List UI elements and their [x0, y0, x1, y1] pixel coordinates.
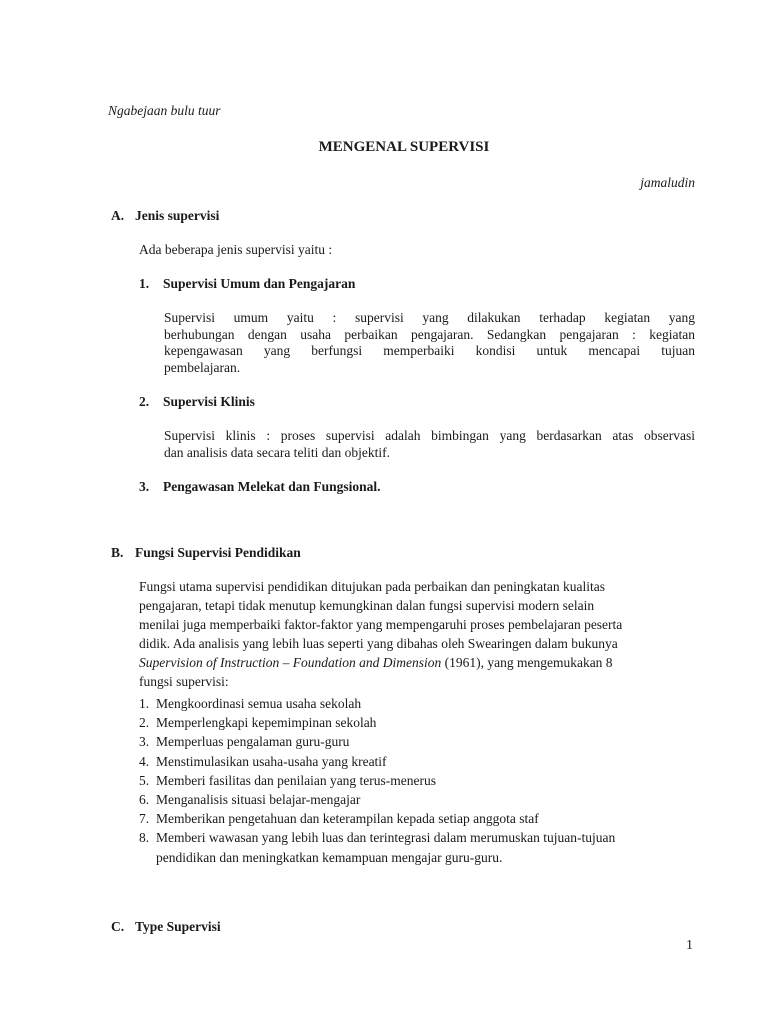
list-item	[139, 828, 615, 847]
list-number: 2.	[139, 715, 150, 731]
sub2-number: 2.	[139, 394, 150, 409]
sub2-heading	[139, 394, 255, 410]
list-text: Memberikan pengetahuan dan keterampilan kepada setiap anggota staf	[156, 811, 539, 827]
list-item	[139, 732, 615, 751]
paragraph-line: berhubungan dengan usaha perbaikan pengajaran. Sedangkan pengajaran : kegiatan	[164, 326, 695, 342]
sub2-paragraph	[164, 428, 695, 461]
list-text: Memperluas pengalaman guru-guru	[156, 734, 350, 750]
sub1-heading	[139, 276, 355, 292]
section-b-paragraph	[139, 577, 622, 691]
list-number: 5.	[139, 772, 150, 788]
paragraph-line: pengajaran, tetapi tidak menutup kemungkinan dalan fungsi supervisi modern selain	[139, 598, 595, 613]
sub3-heading	[139, 479, 381, 495]
list-number: 6.	[139, 792, 150, 808]
list-number: 3.	[139, 734, 150, 750]
page-number: 1	[686, 938, 693, 953]
paragraph-line: Fungsi utama supervisi pendidikan ditujukan pada perbaikan dan peningkatan kualitas	[139, 579, 606, 594]
list-item	[139, 790, 615, 809]
list-item	[139, 752, 615, 771]
list-text: Menganalisis situasi belajar-mengajar	[156, 792, 361, 808]
list-item	[139, 713, 615, 732]
section-a-heading	[111, 208, 219, 224]
list-number: 1.	[139, 696, 150, 711]
section-c-title: Type Supervisi	[135, 919, 221, 934]
sub1-title: Supervisi Umum dan Pengajaran	[163, 276, 356, 291]
function-list	[139, 694, 615, 867]
book-title: Supervision of Instruction – Foundation and Dimension	[139, 655, 442, 670]
list-item	[139, 809, 615, 828]
sub3-title: Pengawasan Melekat dan Fungsional.	[163, 479, 381, 494]
list-text: Memberi wawasan yang lebih luas dan terintegrasi dalam merumuskan tujuan-tujuan	[156, 830, 616, 846]
paragraph-line: pembelajaran.	[164, 359, 241, 375]
section-b-letter: B.	[111, 545, 124, 560]
header-note: Ngabejaan bulu tuur	[108, 103, 221, 118]
paragraph-line: fungsi supervisi:	[139, 674, 229, 689]
document-title: MENGENAL SUPERVISI	[318, 139, 490, 155]
list-number: 7.	[139, 811, 150, 827]
paragraph-line-citation	[139, 653, 622, 672]
section-b-title: Fungsi Supervisi Pendidikan	[135, 545, 301, 560]
paragraph-line: dan analisis data secara teliti dan objektif.	[164, 444, 391, 460]
paragraph-line: kepengawasan yang berfungsi memperbaiki kondisi untuk mencapai tujuan	[164, 343, 695, 358]
section-b-heading	[111, 545, 301, 561]
list-number: 8.	[139, 830, 150, 846]
sub1-paragraph	[164, 310, 695, 376]
list-text: Mengkoordinasi semua usaha sekolah	[156, 696, 362, 711]
section-a-title: Jenis supervisi	[135, 208, 220, 223]
paragraph-line: menilai juga memperbaiki faktor-faktor yang mempengaruhi proses pembelajaran peserta	[139, 617, 623, 632]
list-text: Memperlengkapi kepemimpinan sekolah	[156, 715, 377, 731]
book-suffix: (1961), yang mengemukakan 8	[441, 655, 613, 670]
sub2-title: Supervisi Klinis	[163, 394, 255, 409]
list-text: Memberi fasilitas dan penilaian yang terus-menerus	[156, 772, 437, 788]
section-c-letter: C.	[111, 919, 125, 934]
sub3-number: 3.	[139, 479, 150, 494]
list-item	[139, 771, 615, 790]
list-text: Menstimulasikan usaha-usaha yang kreatif	[156, 753, 387, 769]
paragraph-line: didik. Ada analisis yang lebih luas seperti yang dibahas oleh Swearingen dalam bukunya	[139, 636, 618, 651]
section-c-heading	[111, 919, 221, 935]
paragraph-line: Supervisi klinis : proses supervisi adalah bimbingan yang berdasarkan atas observasi	[164, 428, 695, 443]
list-item-continuation: pendidikan dan meningkatkan kemampuan mengajar guru-guru.	[156, 849, 503, 865]
list-number: 4.	[139, 753, 150, 769]
section-a-intro: Ada beberapa jenis supervisi yaitu :	[139, 242, 333, 257]
sub1-number: 1.	[139, 276, 150, 291]
list-item	[139, 694, 615, 713]
paragraph-line: Supervisi umum yaitu : supervisi yang dilakukan terhadap kegiatan yang	[164, 310, 695, 325]
author-name: jamaludin	[640, 175, 695, 190]
section-a-letter: A.	[111, 208, 125, 223]
